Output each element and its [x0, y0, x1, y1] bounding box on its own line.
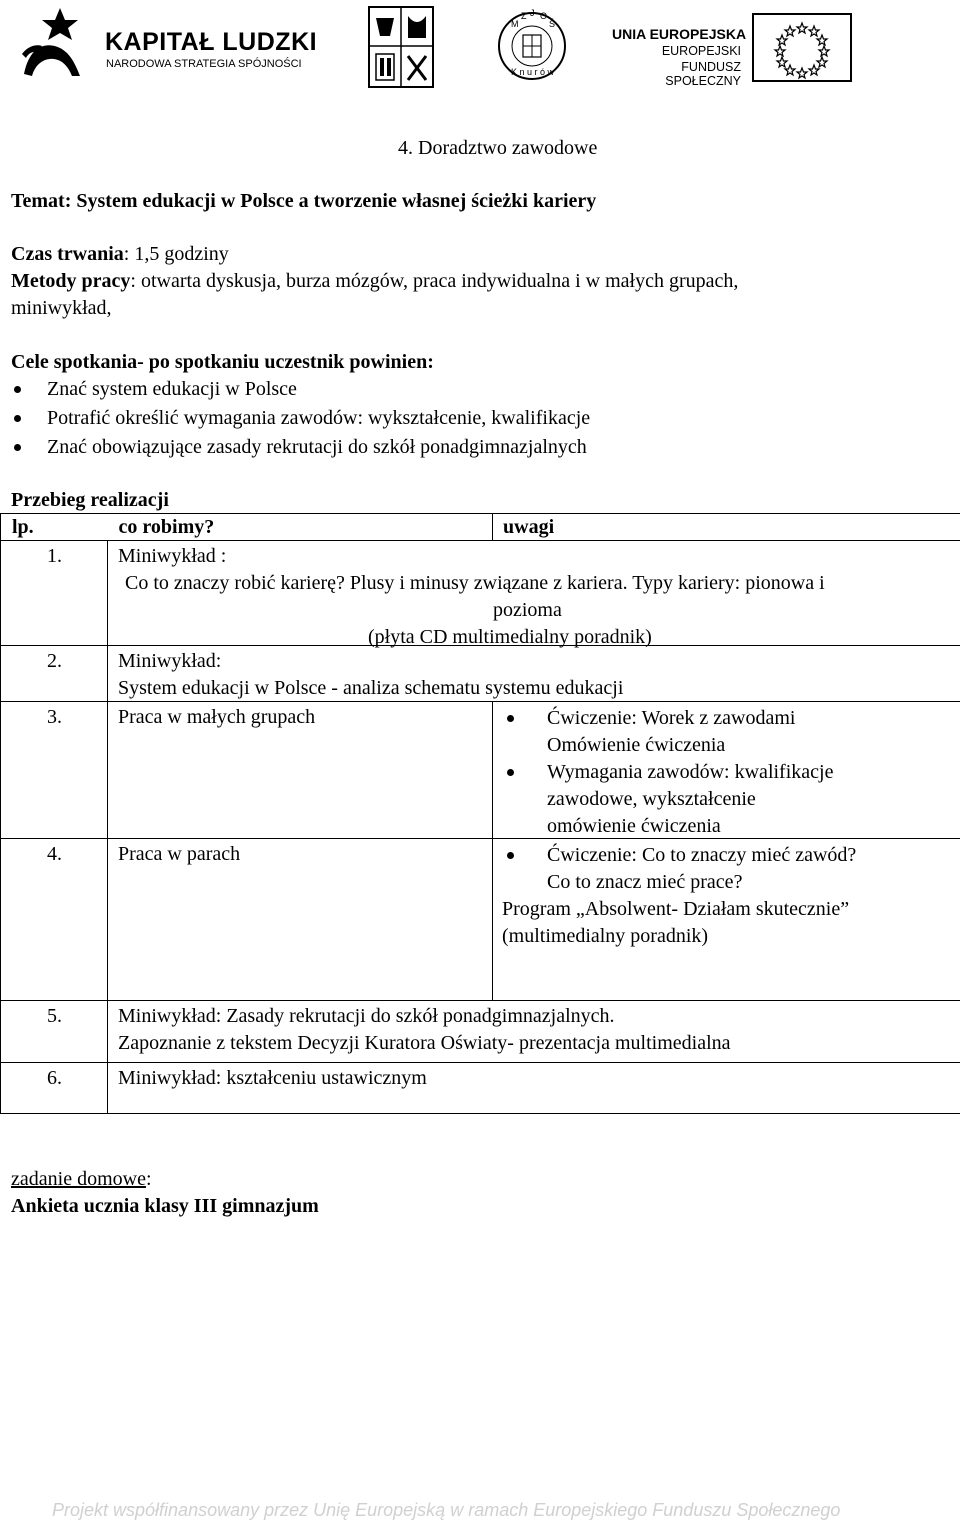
goal-item: Znać system edukacji w Polsce [47, 378, 297, 400]
table-row [1, 702, 960, 839]
header-cell-notes: uwagi [493, 514, 960, 541]
kapital-ludzki-name: KAPITAŁ LUDZKI [105, 28, 318, 56]
homework-label: zadanie domowe [11, 1168, 146, 1190]
row-lp: 3. [1, 702, 108, 839]
topic-line [11, 189, 596, 213]
footer-note: Projekt współfinansowany przez Unię Europejską w ramach Europejskiego Funduszu Społecznego [52, 1500, 841, 1520]
ue-name: UNIA EUROPEJSKA [612, 26, 747, 42]
seal-letter: J [530, 8, 535, 18]
row-lp: 2. [1, 646, 108, 702]
eu-flag-icon [752, 13, 852, 82]
kapital-ludzki-subtitle: NARODOWA STRATEGIA SPÓJNOŚCI [106, 58, 302, 70]
seal-letter: Ś [549, 19, 556, 29]
row-notes: Ćwiczenie: Co to znaczy mieć zawód? Co to znacz mieć prace? Program „Absolwent- Działam skutecznie” (multimedialny poradnik) [493, 839, 960, 1001]
row-lp: 5. [1, 1001, 108, 1063]
table-header-row [1, 514, 960, 541]
table-row [1, 646, 960, 702]
homework-label-line [11, 1167, 152, 1191]
topic-label: Temat: [11, 190, 72, 212]
methods-line [11, 269, 738, 293]
row-content: Miniwykład: kształceniu ustawicznym [108, 1063, 960, 1114]
ue-line1: EUROPEJSKI [661, 44, 741, 58]
row-lp: 4. [1, 839, 108, 1001]
bullet-icon [14, 444, 21, 451]
bullet-icon [507, 715, 514, 722]
plan-table [0, 513, 960, 1114]
topic-value: System edukacji w Polsce a tworzenie własnej ścieżki kariery [76, 190, 597, 212]
duration-value: : 1,5 godziny [123, 243, 229, 265]
section-title: 4. Doradztwo zawodowe [398, 137, 598, 159]
row-title: Praca w parach [108, 839, 493, 1001]
bullet-icon [507, 852, 514, 859]
goals-heading: Cele spotkania- po spotkaniu uczestnik powinien: [11, 351, 434, 373]
header-cell-lp: lp. [1, 514, 108, 541]
coat-of-arms-icon [368, 6, 434, 88]
table-row [1, 1001, 960, 1063]
bullet-icon [507, 769, 514, 776]
logo-bar [0, 0, 960, 95]
bullet-icon [14, 415, 21, 422]
methods-value: : otwarta dyskusja, burza mózgów, praca indywidualna i w małych grupach, [130, 270, 739, 292]
seal-lower-text: K n u r ó w [511, 67, 555, 77]
row-lp: 6. [1, 1063, 108, 1114]
kapital-ludzki-star-logo [20, 4, 82, 80]
duration-label: Czas trwania [11, 243, 124, 265]
goal-item: Potrafić określić wymagania zawodów: wykształcenie, kwalifikacje [47, 407, 591, 429]
seal-letter: M [511, 19, 519, 29]
mzjos-seal-icon [497, 5, 567, 87]
methods-value-cont: miniwykład, [11, 297, 112, 319]
duration-line [11, 242, 229, 266]
goal-item: Znać obowiązujące zasady rekrutacji do szkół ponadgimnazjalnych [47, 436, 587, 458]
homework-colon: : [145, 1168, 152, 1190]
seal-letter: Z [521, 11, 527, 21]
table-row [1, 1063, 960, 1114]
table-row [1, 839, 960, 1001]
methods-label: Metody pracy [11, 270, 131, 292]
row-content: Miniwykład: System edukacji w Polsce - analiza schematu systemu edukacji [108, 646, 960, 702]
homework-value: Ankieta ucznia klasy III gimnazjum [11, 1195, 319, 1217]
seal-letter: O [540, 11, 548, 21]
row-content: Miniwykład: Zasady rekrutacji do szkół ponadgimnazjalnych. Zapoznanie z tekstem Decyzji Kuratora Oświaty- prezentacja multimedialna [108, 1001, 960, 1063]
row-content: Miniwykład : Co to znaczy robić karierę? Plusy i minusy związane z kariera. Typy kariery: pionowa i pozioma (płyta CD multimedialny poradnik) [108, 541, 960, 646]
row-notes: Ćwiczenie: Worek z zawodami Omówienie ćwiczenia Wymagania zawodów: kwalifikacje zawodowe, wykształcenie omówienie ćwiczenia [493, 702, 960, 839]
ue-line2: FUNDUSZ SPOŁECZNY [665, 60, 741, 88]
header-cell-what: co robimy? [108, 514, 493, 541]
row-lp: 1. [1, 541, 108, 646]
row-title: Praca w małych grupach [108, 702, 493, 839]
bullet-icon [14, 386, 21, 393]
plan-heading: Przebieg realizacji [11, 489, 169, 511]
table-row [1, 541, 960, 646]
